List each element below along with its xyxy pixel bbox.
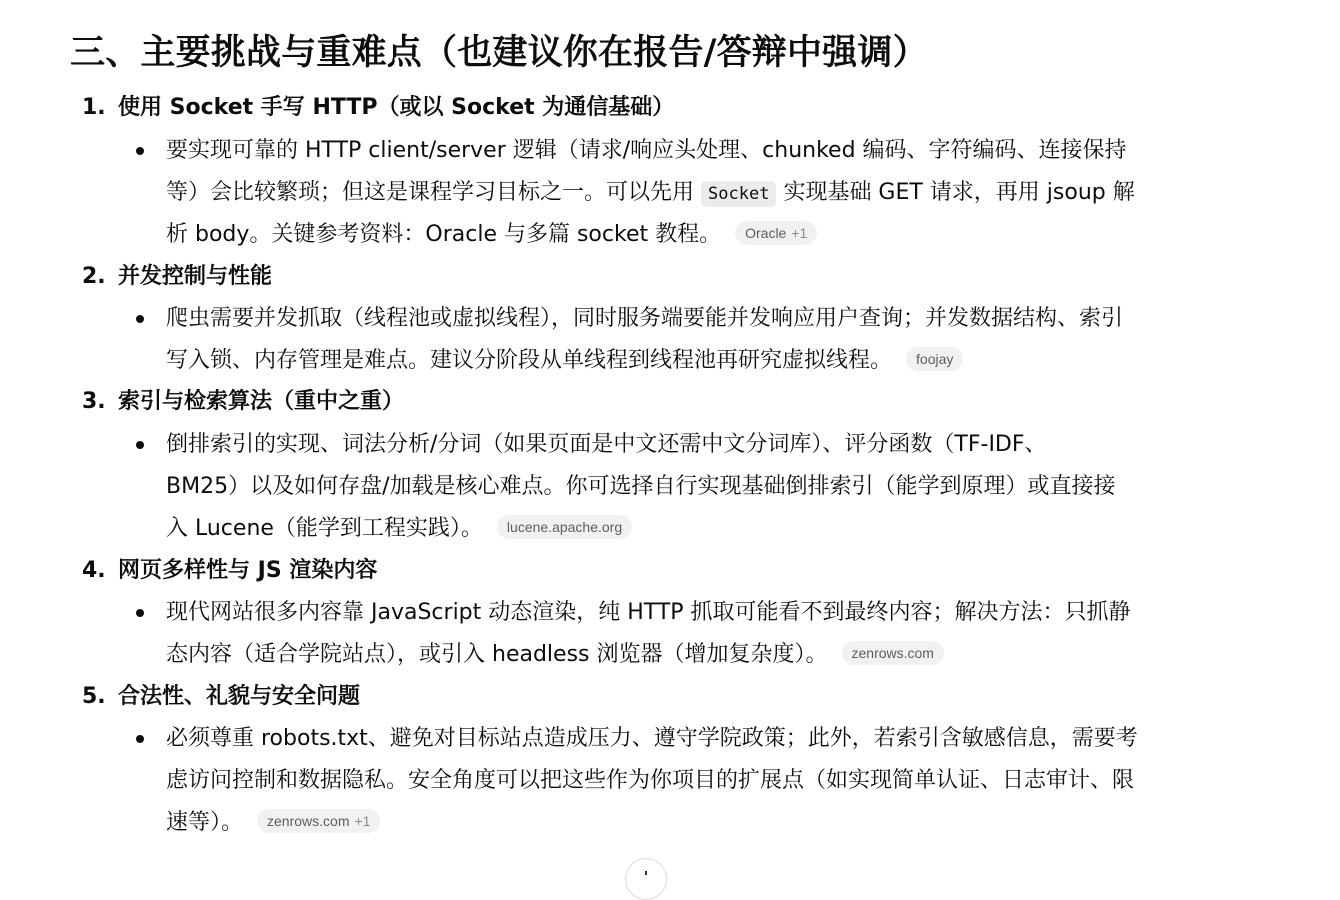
bullet-paragraph-5 [166, 718, 1228, 844]
paragraph-line [166, 172, 1228, 214]
list-item-title-text: 并发控制与性能 [118, 264, 273, 289]
paragraph-line: 要实现可靠的 HTTP client/server 逻辑（请求/响应头处理、chunked 编码、字符编码、连接保持 [166, 138, 1127, 163]
paragraph-line: 爬虫需要并发抓取（线程池或虚拟线程），同时服务端要能并发响应用户查询；并发数据结构、索引 [166, 306, 1124, 331]
paragraph-line: 虑访问控制和数据隐私。安全角度可以把这些作为你项目的扩展点（如实现简单认证、日志审计、限 [166, 768, 1135, 793]
list-item-title-text: 合法性、礼貌与安全问题 [118, 684, 361, 709]
citation-more-count: +1 [791, 225, 808, 241]
citation-chip[interactable] [906, 347, 963, 371]
bullet-dot [136, 315, 144, 323]
list-number: 5. [82, 684, 106, 709]
arrow-down-icon [645, 871, 647, 875]
paragraph-text: 等）会比较繁琐；但这是课程学习目标之一。可以先用 [166, 180, 695, 205]
list-item-title-1 [82, 93, 674, 123]
bullet-paragraph-2 [166, 298, 1228, 382]
paragraph-text: 析 body。关键参考资料：Oracle 与多篇 socket 教程。 [166, 222, 722, 247]
paragraph-line [166, 802, 1228, 844]
paragraph-line: 倒排索引的实现、词法分析/分词（如果页面是中文还需中文分词库）、评分函数（TF-IDF、 [166, 432, 1047, 457]
list-item-title-5 [82, 682, 360, 712]
citation-chip[interactable] [735, 221, 817, 245]
bullet-dot [136, 441, 144, 449]
list-number: 3. [82, 389, 106, 414]
list-item-title-text: 网页多样性与 JS 渲染内容 [118, 558, 378, 583]
bullet-dot [136, 609, 144, 617]
bullet-paragraph-3 [166, 424, 1228, 550]
list-item-title-3 [82, 387, 404, 417]
list-number: 1. [82, 95, 106, 120]
bullet-paragraph-4 [166, 592, 1228, 676]
scroll-to-bottom-button[interactable] [625, 858, 667, 900]
citation-source: zenrows.com [267, 813, 350, 829]
citation-chip[interactable] [842, 641, 944, 665]
citation-more-count: +1 [354, 813, 371, 829]
inline-code: Socket [701, 181, 776, 207]
citation-source: foojay [916, 351, 954, 367]
citation-source: Oracle [745, 225, 787, 241]
paragraph-text: 写入锁、内存管理是难点。建议分阶段从单线程到线程池再研究虚拟线程。 [166, 348, 893, 373]
paragraph-text: 入 Lucene（能学到工程实践）。 [166, 516, 483, 541]
list-item-title-2 [82, 262, 272, 292]
paragraph-line [166, 214, 1228, 256]
bullet-dot [136, 147, 144, 155]
paragraph-line: 必须尊重 robots.txt、避免对目标站点造成压力、遵守学院政策；此外，若索引含敏感信息，需要考 [166, 726, 1138, 751]
citation-chip[interactable] [257, 809, 380, 833]
list-item-title-text: 索引与检索算法（重中之重） [118, 389, 405, 414]
section-heading: 三、主要挑战与重难点（也建议你在报告/答辩中强调） [70, 33, 928, 73]
paragraph-line: BM25）以及如何存盘/加载是核心难点。你可选择自行实现基础倒排索引（能学到原理）或直接接 [166, 474, 1116, 499]
paragraph-text: 实现基础 GET 请求，再用 jsoup 解 [783, 180, 1135, 205]
bullet-paragraph-1 [166, 130, 1228, 256]
list-item-title-text: 使用 Socket 手写 HTTP（或以 Socket 为通信基础） [118, 95, 675, 120]
paragraph-line: 现代网站很多内容靠 JavaScript 动态渲染，纯 HTTP 抓取可能看不到最终内容；解决方法：只抓静 [166, 600, 1131, 625]
bullet-dot [136, 735, 144, 743]
paragraph-line [166, 508, 1228, 550]
paragraph-line [166, 340, 1228, 382]
paragraph-line [166, 634, 1228, 676]
list-item-title-4 [82, 556, 377, 586]
citation-source: lucene.apache.org [506, 519, 623, 535]
list-number: 2. [82, 264, 106, 289]
citation-source: zenrows.com [851, 645, 934, 661]
list-number: 4. [82, 558, 106, 583]
paragraph-text: 态内容（适合学院站点），或引入 headless 浏览器（增加复杂度）。 [166, 642, 828, 667]
paragraph-text: 速等）。 [166, 810, 244, 835]
citation-chip[interactable] [497, 515, 632, 539]
